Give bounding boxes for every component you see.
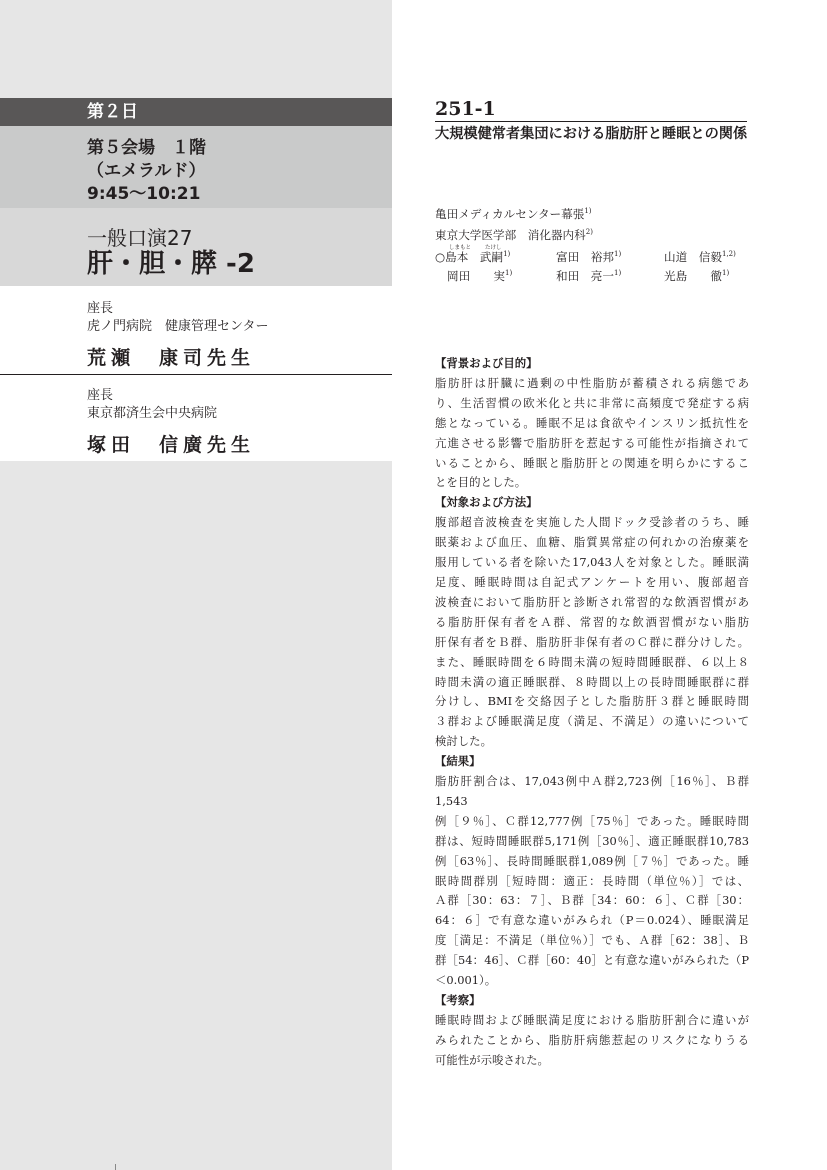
ruby-reading: たけし [485, 245, 502, 251]
author: 岡田 実$^{1)}$ [447, 269, 513, 283]
author: ○島本 武嗣$^{1)}$ [435, 250, 511, 264]
abstract-number: 251-1 [435, 98, 496, 120]
author: 光島 徹$^{1)}$ [664, 269, 730, 283]
section-heading: 【結果】 [435, 754, 481, 769]
chair-role: 座長 [87, 301, 114, 316]
body-line: ＜0.001）。 [435, 973, 497, 988]
chair-affiliation: 東京都済生会中央病院 [87, 406, 218, 421]
chair-affiliation: 虎ノ門病院 健康管理センター [87, 319, 269, 334]
author: 山道 信毅$^{1,2)}$ [664, 250, 736, 264]
body-line: Ａ群［30：63：７］、Ｂ群［34：60：６］、Ｃ群［30： [435, 893, 749, 908]
day-banner [0, 98, 392, 126]
body-line: 度［満足：不満足（単位％）］でも、Ａ群［62：38］、Ｂ [435, 933, 749, 948]
body-line: いることから、睡眠と脂肪肝との関連を明らかにするこ [435, 455, 749, 470]
author: 和田 亮一$^{1)}$ [556, 269, 622, 283]
body-line: 例［９％］、Ｃ群12,777例［75％］であった。睡眠時間 [435, 813, 749, 828]
affiliation: 東京大学医学部 消化器内科$^{2)}$ [435, 228, 593, 242]
chair-name: 荒瀬 康司先生 [87, 347, 256, 369]
section-heading: 【背景および目的】 [435, 356, 538, 370]
section-heading: 【考察】 [435, 993, 481, 1007]
body-line: 肝保有者をＢ群、脂肪肝非保有者のＣ群に群分けした。 [435, 634, 749, 649]
body-line: 群は、短時間睡眠群5,171例［30％］、適正睡眠群10,783 [435, 833, 749, 848]
body-line: 可能性が示唆された。 [435, 1052, 549, 1067]
day-label: 第２日 [87, 102, 138, 122]
body-line: 脂肪肝は肝臓に過剰の中性脂肪が蓄積される病態であ [435, 375, 749, 390]
venue-name: （エメラルド） [87, 161, 206, 181]
body-line: また、睡眠時間を６時間未満の短時間睡眠群、６以上８ [435, 654, 749, 669]
body-line: 亢進させる影響で脂肪肝を惹起する可能性が指摘されて [435, 435, 749, 450]
body-line: 波検査において脂肪肝と診断され常習的な飲酒習慣があ [435, 594, 749, 609]
body-line: 例［63％］、長時間睡眠群1,089例［７％］であった。睡 [435, 853, 749, 868]
body-line: 64：６］で有意な違いがみられ（P＝0.024）、睡眠満足 [435, 913, 749, 928]
body-line: 分けし、BMIを交絡因子とした脂肪肝３群と睡眠時間 [435, 694, 749, 709]
body-line: とを目的とした。 [435, 475, 527, 490]
body-line: 服用している者を除いた17,043人を対象とした。睡眠満 [435, 555, 749, 570]
venue-room: 第５会場 １階 [87, 138, 206, 158]
body-line: ３群および睡眠満足度（満足、不満足）の違いについて [435, 714, 749, 729]
body-line: 検討した。 [435, 734, 492, 749]
crop-mark [115, 1164, 116, 1170]
session-kind: 一般口演27 [87, 226, 193, 250]
body-line: 時間未満の適正睡眠群、８時間以上の長時間睡眠群に群 [435, 674, 749, 689]
chair-role: 座長 [87, 388, 114, 403]
body-line: みられたことから、脂肪肝病態惹起のリスクになりうる [435, 1032, 749, 1047]
body-line: る脂肪肝保有者をＡ群、常習的な飲酒習慣がない脂肪 [435, 614, 749, 629]
divider [0, 374, 392, 375]
venue-time: 9:45～10:21 [87, 184, 201, 204]
author: 富田 裕邦$^{1)}$ [556, 250, 622, 264]
body-line: 眠時間群別［短時間：適正：長時間（単位％）］では、 [435, 873, 749, 888]
body-line: 態となっている。睡眠不足は食欲やインスリン抵抗性を [435, 415, 749, 430]
abstract-body [435, 354, 749, 1071]
body-line: 腹部超音波検査を実施した人間ドック受診者のうち、睡 [435, 515, 749, 530]
body-line: 睡眠時間および睡眠満足度における脂肪肝割合に違いが [435, 1012, 749, 1027]
session-title: 肝・胆・膵 -2 [87, 249, 255, 279]
title-rule [435, 121, 747, 122]
body-line: 眠薬および血圧、血糖、脂質異常症の何れかの治療薬を [435, 535, 749, 550]
body-line: 脂肪肝割合は、17,043例中Ａ群2,723例［16％］、Ｂ群1,543 [435, 774, 749, 808]
ruby-reading: しまもと [449, 245, 472, 251]
chair-name: 塚田 信廣先生 [87, 434, 256, 456]
body-line: り、生活習慣の欧米化と共に非常に高頻度で発症する病 [435, 395, 749, 410]
body-line: 群［54：46］、Ｃ群［60：40］と有意な違いがみられた（P [435, 953, 749, 968]
affiliation: 亀田メディカルセンター幕張$^{1)}$ [435, 207, 592, 221]
body-line: 足度、睡眠時間は自記式アンケートを用い、腹部超音 [435, 574, 749, 589]
abstract-title: 大規模健常者集団における脂肪肝と睡眠との関係 [435, 126, 748, 142]
section-heading: 【対象および方法】 [435, 495, 538, 510]
